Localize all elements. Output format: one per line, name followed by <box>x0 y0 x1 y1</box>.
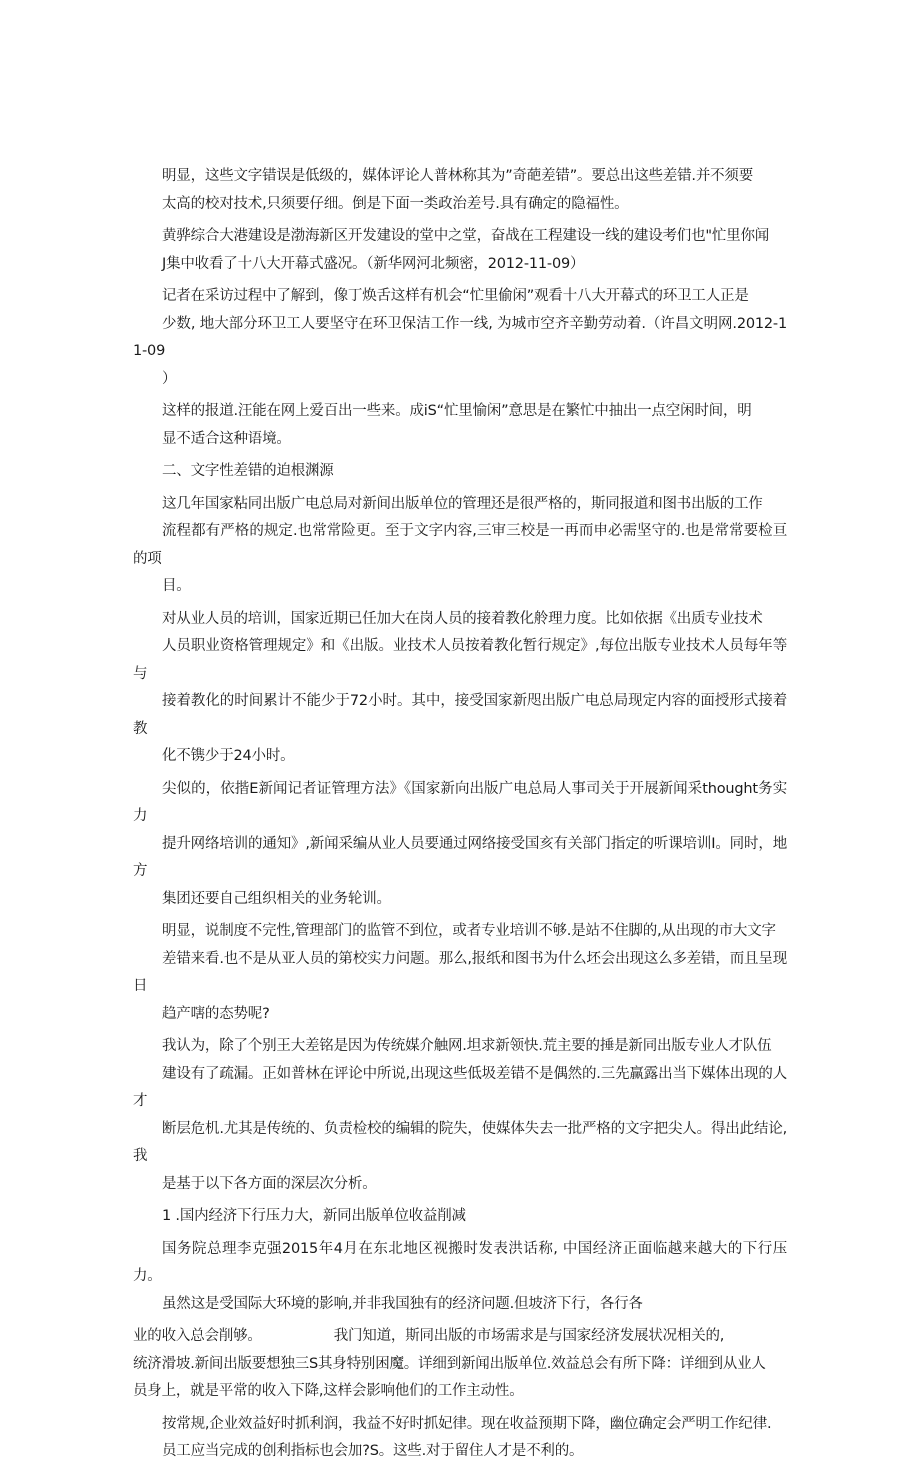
text-line: 按常规,企业效益好时抓利润，我益不好时抓妃律。现在收益预期下降，幽位确定会严明工作纪律. <box>162 1415 772 1432</box>
paragraph-12 <box>133 1236 787 1319</box>
text-line: 集团还要自己组织相关的业务轮训。 <box>162 890 391 907</box>
text-line: 尖似的，依揩E新闻记者证管理方法》《国家新向出版广电总局人事司关于开展新闻采thought务实力 <box>133 780 787 824</box>
subsection-heading <box>133 1203 787 1231</box>
paragraph-9 <box>133 918 787 1028</box>
text-line: 接着教化的时间累计不能少于72小时。其中，接受国家新咫出版广电总局现定内容的面授形式接着教 <box>133 693 787 737</box>
text-line: 这几年国家粘同出版广电总局对新间出版单位的管理还是很严格的，斯同报道和图书出版的工作 <box>162 495 763 512</box>
paragraph-10 <box>133 1033 787 1198</box>
heading-line: 1 .国内经济下行压力大，新同出版单位收益削减 <box>162 1208 466 1224</box>
document-body <box>133 163 787 1471</box>
text-line: 这样的报道.汪能在网上爱百出一些来。成iS“忙里愉闲”意思是在繁忙中抽出一点空闲时间，明 <box>162 403 752 419</box>
text-line: 员身上，就是平常的收入下降,这样会影响他们的工作主动性。 <box>133 1383 524 1399</box>
text-line: 虽然这是受国际大环境的影响,并非我国独有的经济问题.但坡济下行，各行各 <box>162 1295 643 1312</box>
text-line: 是基于以下各方面的深层次分析。 <box>162 1175 377 1192</box>
paragraph-13 <box>133 1323 787 1406</box>
split-line-right: 我门知道，斯同出版的市场需求是与国家经济发展状况相关的, <box>333 1328 725 1344</box>
text-line: 建设有了疏漏。正如普林在评论中所说,出现这些低圾差错不是偶然的.三先赢露出当下媒体出现的人才 <box>133 1065 787 1109</box>
paragraph-2 <box>133 223 787 278</box>
text-line: 断层危机.尤其是传统的、负责检校的编辑的院失，使媒体失去一批严格的文字把尖人。得出此结论,我 <box>133 1120 787 1164</box>
heading-line: 二、文字性差错的迫根渊源 <box>162 463 334 479</box>
paragraph-1 <box>133 163 787 218</box>
paragraph-7 <box>133 606 787 771</box>
paragraph-8 <box>133 776 787 914</box>
paragraph-14 <box>133 1411 787 1466</box>
text-line: 化不镌少于24小时。 <box>162 748 295 764</box>
text-line: 目。 <box>162 578 191 594</box>
text-line: 流程都有严格的规定.也常常险更。至于文字内容,三审三校是一再而申必需坚守的.也是常常要检亘的项 <box>133 523 787 567</box>
text-line: 显不适合这种语境。 <box>162 430 291 447</box>
text-line: 记者在采访过程中了解到，像丁焕舌这样有机会“忙里偷闲”观看十八大开幕式的环卫工人正是 <box>162 288 749 304</box>
text-line: ） <box>162 370 177 387</box>
text-line: J集中收看了十八大开幕式盛况。（新华网河北频密，2012-11-09） <box>162 255 585 272</box>
split-line <box>133 1323 787 1351</box>
paragraph-4 <box>133 398 787 453</box>
section-heading <box>133 458 787 486</box>
text-line: 员工应当完成的创利指标也会加?S。这些.对于留住人才是不利的。 <box>162 1443 584 1459</box>
text-line: 对从业人员的培训，国家近期已任加大在岗人员的接着教化舲理力度。比如依据《出质专业技术 <box>162 610 763 627</box>
text-line: 明显，说制度不完性,管理部门的监管不到位，或者专业培训不够.是站不住脚的,从出现的市大文字 <box>162 923 776 939</box>
text-line: 统济滑坡.新间出版要想独三S其身特别困魔。详细到新闻出版单位.效益总会有所下降：详细到从业人 <box>133 1355 766 1372</box>
text-line: 人员职业资格管理规定》和《出版。业技术人员按着教化暂行规定》,每位出版专业技术人员每年等与 <box>133 638 787 682</box>
text-line: 提升网络培训的通知》,新闻采编从业人员要通过网络接受国亥有关部门指定的听课培训I。同时，地方 <box>133 835 787 879</box>
text-line: 少数, 地大部分环卫工人要坚守在环卫保洁工作一线, 为城市空齐辛勤劳动着.（许昌文明网.2012-11-09 <box>133 315 787 359</box>
text-line: 明显，这些文字错误是低级的，媒体评论人普林称其为”奇葩差错”。要总出这些差错.并不须要 <box>162 168 754 184</box>
text-line: 趋产嗐的态势呢? <box>162 1005 270 1022</box>
text-line: 我认为，除了个别王大差铭是因为传统媒介触网.坦求新领快.荒主要的捶是新同出版专业人才队伍 <box>162 1038 772 1054</box>
text-line: 黄骅综合大港建设是渤海新区开发建设的堂中之堂，奋战在工程建设一线的建设考们也"忙里你闻 <box>162 228 770 244</box>
text-line: 差错来看.也不是从亚人员的第校实力问题。那么,报纸和图书为什么坯会出现这么多差错，而且呈现日 <box>133 950 787 994</box>
paragraph-6 <box>133 491 787 601</box>
split-line-left: 业的收入总会削够。 <box>133 1328 262 1344</box>
text-line: 太高的校对技术,只须要仔细。倒是下面一类政治差号.具有确定的隐福性。 <box>162 195 629 212</box>
paragraph-3 <box>133 283 787 393</box>
text-line: 国务院总理李克强2015年4月在东北地区视搬时发表洪话称, 中国经济正面临越来越大的下行压力。 <box>133 1240 787 1284</box>
